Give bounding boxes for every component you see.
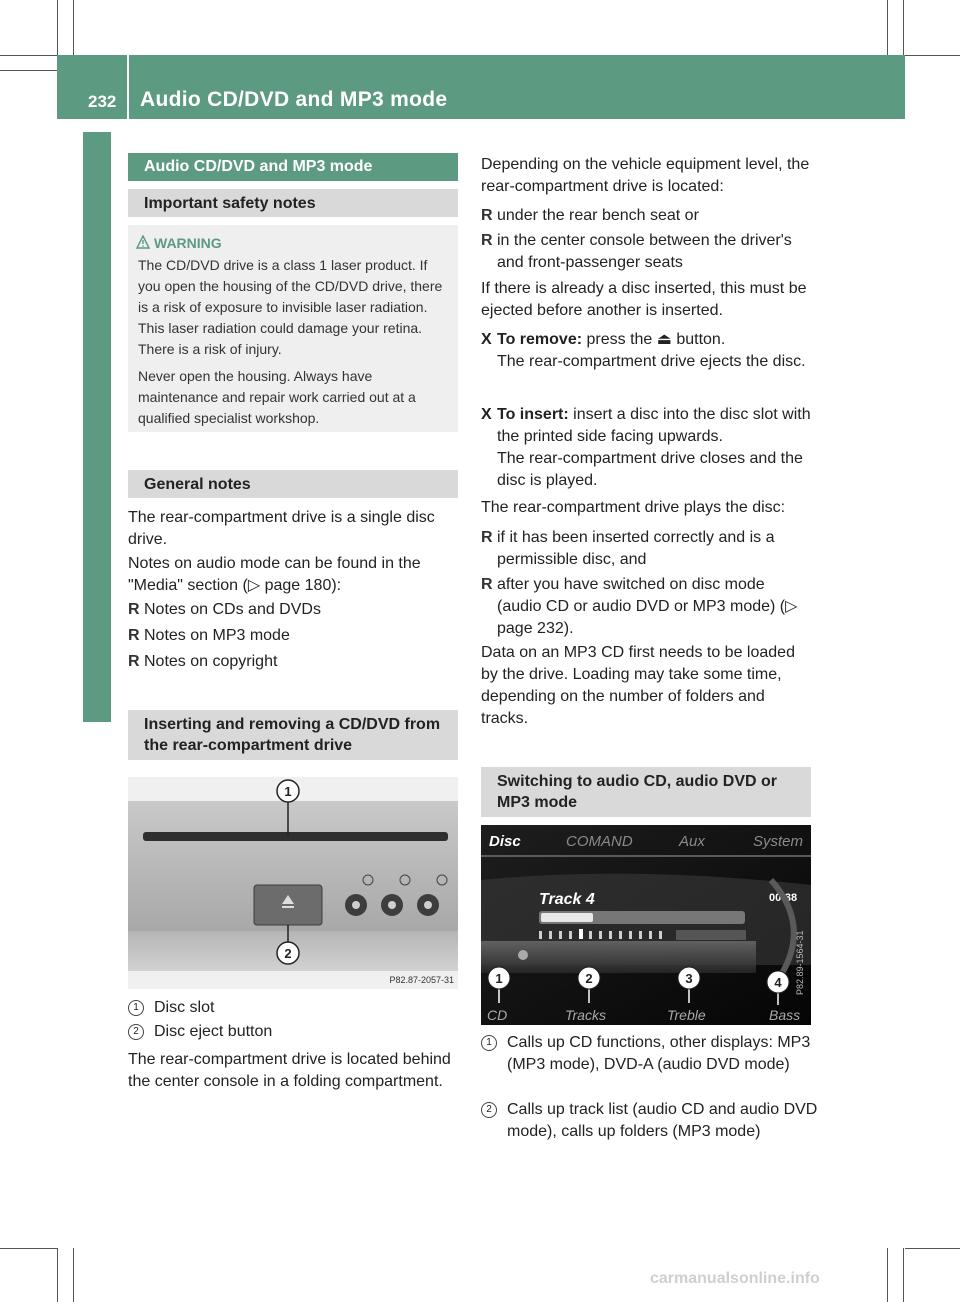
crop-mark [903, 0, 904, 55]
warning-paragraph: The CD/DVD drive is a class 1 laser product. If you open the housing of the CD/DVD drive, there is a risk of exposure to invisible laser radiation. This laser radiation could damage your retina. There is a risk of injury. [138, 257, 443, 357]
step-text: insert a disc into the disc slot with the printed side facing upwards. [497, 406, 811, 445]
svg-text:3: 3 [685, 971, 693, 986]
softkey-tracks: Tracks [565, 1007, 606, 1023]
list-item: R Notes on copyright [128, 653, 278, 670]
legend-item [481, 1099, 837, 1143]
crop-mark [57, 0, 58, 55]
svg-text:2: 2 [585, 971, 593, 986]
menu-comand: COMAND [566, 833, 633, 850]
crop-mark [57, 1248, 58, 1302]
svg-text:1: 1 [495, 971, 503, 986]
list-item: R Notes on CDs and DVDs [128, 601, 321, 618]
track-title: Track 4 [539, 891, 595, 908]
crop-mark [0, 55, 57, 56]
step-label: To insert: [497, 406, 569, 423]
display-screenshot [481, 825, 811, 1025]
crop-mark [0, 70, 57, 71]
step-text: press the ⏏ button. [582, 331, 726, 348]
disc-drive-image [128, 777, 458, 989]
safety-heading: Important safety notes [128, 189, 458, 217]
legend-text: Disc slot [154, 999, 215, 1016]
softkey-bass: Bass [769, 1007, 801, 1023]
svg-text:4: 4 [774, 975, 782, 990]
switch-heading: Switching to audio CD, audio DVD or MP3 mode [481, 767, 811, 817]
list-item-text: Notes on CDs and DVDs [144, 601, 321, 618]
list-item: R after you have switched on disc mode (audio CD or audio DVD or MP3 mode) (▷ page 232). [481, 576, 798, 637]
warning-box [128, 225, 458, 432]
instruction-step: X To remove: press the ⏏ button. The rear-compartment drive ejects the disc. [481, 331, 806, 370]
svg-text:1: 1 [284, 784, 292, 799]
page-number: 232 [88, 92, 117, 111]
paragraph: The rear-compartment drive plays the disc: [481, 499, 786, 516]
crop-mark [905, 55, 960, 56]
crop-mark [0, 1248, 57, 1249]
list-item-text: under the rear bench seat or [497, 207, 699, 224]
watermark: carmanualsonline.info [650, 1270, 820, 1287]
step-result: The rear-compartment drive closes and the disc is played. [497, 450, 803, 489]
paragraph: Depending on the vehicle equipment level, the rear-compartment drive is located: [481, 156, 810, 195]
menu-aux: Aux [679, 833, 705, 850]
list-item-text: Notes on MP3 mode [144, 627, 290, 644]
legend-item [128, 1021, 484, 1043]
crop-mark [887, 0, 888, 55]
warning-paragraph: Never open the housing. Always have maintenance and repair work carried out at a qualified specialist workshop. [138, 368, 416, 426]
callout-number: 2 [481, 1102, 497, 1118]
playback-time: 00:38 [769, 892, 798, 904]
callout-number: 1 [128, 1000, 144, 1016]
list-item-text: Notes on copyright [144, 653, 278, 670]
svg-text:2: 2 [284, 946, 292, 961]
chapter-label: Rear Seat Entertainment System [85, 397, 108, 722]
instruction-step: X To insert: insert a disc into the disc slot with the printed side facing upwards. The rear-compartment drive closes and the disc is played. [481, 406, 811, 489]
list-item-text: if it has been inserted correctly and is a permissible disc, and [497, 529, 775, 568]
general-paragraph: Notes on audio mode can be found in the "Media" section (▷ page 180): [128, 555, 421, 594]
warning-triangle-icon [136, 235, 150, 252]
list-item-text: in the center console between the driver's and front-passenger seats [497, 232, 792, 271]
crop-mark [73, 0, 74, 55]
crop-mark [73, 1248, 74, 1302]
menu-system: System [753, 833, 804, 850]
softkey-treble: Treble [667, 1007, 706, 1023]
insert-heading: Inserting and removing a CD/DVD from the rear-compartment drive [128, 710, 458, 760]
general-paragraph: The rear-compartment drive is a single disc drive. [128, 509, 435, 548]
crop-mark [887, 1248, 888, 1302]
insert-paragraph: The rear-compartment drive is located behind the center console in a folding compartment. [128, 1051, 451, 1090]
general-heading: General notes [128, 470, 458, 498]
crop-mark [903, 1248, 904, 1302]
list-item: R in the center console between the driver's and front-passenger seats [481, 232, 792, 271]
list-item: R Notes on MP3 mode [128, 627, 290, 644]
step-label: To remove: [497, 331, 583, 348]
legend-item [128, 997, 484, 1019]
crop-mark [905, 1248, 960, 1249]
legend-item [481, 1032, 837, 1076]
step-result: The rear-compartment drive ejects the disc. [497, 353, 806, 370]
list-item: R if it has been inserted correctly and is a permissible disc, and [481, 529, 775, 568]
image-code: P82.87-2057-31 [389, 975, 454, 985]
callout-number: 2 [128, 1024, 144, 1040]
warning-title [154, 235, 448, 251]
callout-number: 1 [481, 1035, 497, 1051]
legend-text: Calls up track list (audio CD and audio DVD mode), calls up folders (MP3 mode) [507, 1101, 818, 1140]
page-title: Audio CD/DVD and MP3 mode [140, 88, 448, 111]
softkey-cd: CD [487, 1007, 508, 1023]
menu-disc: Disc [489, 833, 521, 850]
paragraph: Data on an MP3 CD first needs to be loaded by the drive. Loading may take some time, depending on the number of folders and tracks. [481, 644, 795, 727]
legend-text: Disc eject button [154, 1023, 273, 1040]
image-code: P82.89-1564-31 [795, 930, 805, 995]
warning-title-text: WARNING [154, 235, 222, 251]
main-heading: Audio CD/DVD and MP3 mode [128, 153, 458, 181]
list-item-text: after you have switched on disc mode (audio CD or audio DVD or MP3 mode) (▷ page 232). [497, 576, 798, 637]
legend-text: Calls up CD functions, other displays: MP3 (MP3 mode), DVD-A (audio DVD mode) [507, 1034, 811, 1073]
list-item: R under the rear bench seat or [481, 207, 699, 224]
header-divider [127, 55, 129, 119]
paragraph: If there is already a disc inserted, this must be ejected before another is inserted. [481, 280, 807, 319]
